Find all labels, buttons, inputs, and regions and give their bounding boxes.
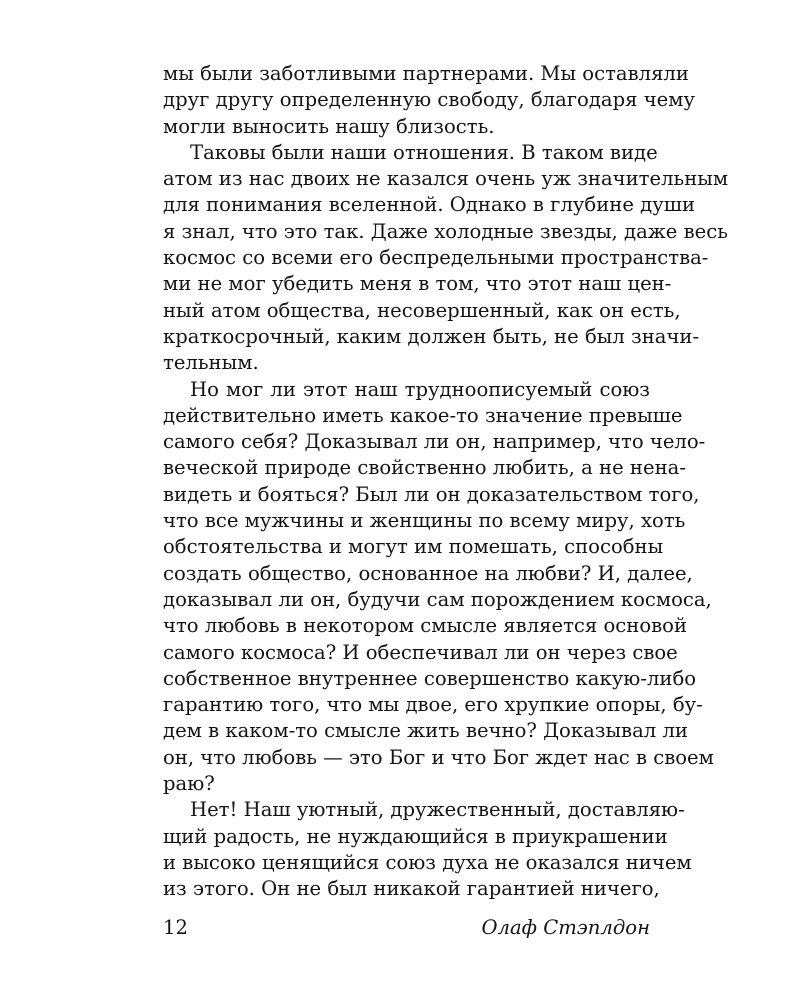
text-line: он, что любовь — это Бог и что Бог ждет нас в своем — [163, 745, 714, 769]
text-line: ный атом общества, несовершенный, как он есть, — [163, 298, 681, 322]
text-line: мы были заботливыми партнерами. Мы оставляли — [163, 62, 689, 85]
page-footer — [163, 916, 650, 944]
text-line: могли выносить нашу близость. — [163, 114, 495, 138]
text-line: ми не мог убедить меня в том, что этот наш цен- — [163, 272, 672, 296]
text-line: видеть и бояться? Был ли он доказательством того, — [163, 482, 700, 506]
text-line: я знал, что это так. Даже холодные звезды, даже весь — [163, 219, 728, 243]
text-line: действительно иметь какое-то значение превыше — [163, 403, 683, 427]
text-line: веческой природе свойственно любить, а не нена- — [163, 456, 686, 480]
text-line: щий радость, не нуждающийся в приукрашении — [163, 824, 668, 848]
running-author: Олаф Стэплдон — [481, 916, 650, 939]
text-line: гарантию того, что мы двое, его хрупкие опоры, бу- — [163, 693, 703, 717]
text-line: краткосрочный, каким должен быть, не был значи- — [163, 324, 700, 348]
text-line: атом из нас двоих не казался очень уж значительным — [163, 167, 729, 191]
paragraph-start-line: Но мог ли этот наш трудноописуемый союз — [190, 377, 650, 401]
text-line: тельным. — [163, 351, 259, 375]
text-line: дем в каком-то смысле жить вечно? Доказывал ли — [163, 719, 688, 743]
text-line: и высоко ценящийся союз духа не оказался ничем — [163, 850, 692, 874]
text-line: раю? — [163, 772, 215, 796]
paragraph-start-line: Нет! Наш уютный, дружественный, доставляю- — [190, 798, 685, 822]
paragraph-start-line: Таковы были наши отношения. В таком виде — [190, 140, 658, 164]
text-line: самого космоса? И обеспечивал ли он через свое — [163, 640, 678, 664]
body-text — [163, 61, 729, 903]
text-line: доказывал ли он, будучи сам порождением космоса, — [163, 587, 712, 611]
text-line: друг другу определенную свободу, благодаря чему — [163, 88, 696, 112]
text-line: что все мужчины и женщины по всему миру, хоть — [163, 509, 686, 533]
text-line: создать общество, основанное на любви? И, далее, — [163, 561, 693, 585]
text-line: обстоятельства и могут им помешать, способны — [163, 535, 664, 559]
text-line: космос со всеми его беспредельными пространства- — [163, 246, 709, 270]
text-line: из этого. Он не был никакой гарантией ничего, — [163, 877, 660, 901]
text-line: собственное внутреннее совершенство какую-либо — [163, 666, 697, 690]
text-line: для понимания вселенной. Однако в глубине души — [163, 193, 696, 217]
text-line: что любовь в некотором смысле является основой — [163, 614, 688, 638]
page-number: 12 — [163, 916, 188, 939]
text-line: самого себя? Доказывал ли он, например, что чело- — [163, 430, 706, 454]
